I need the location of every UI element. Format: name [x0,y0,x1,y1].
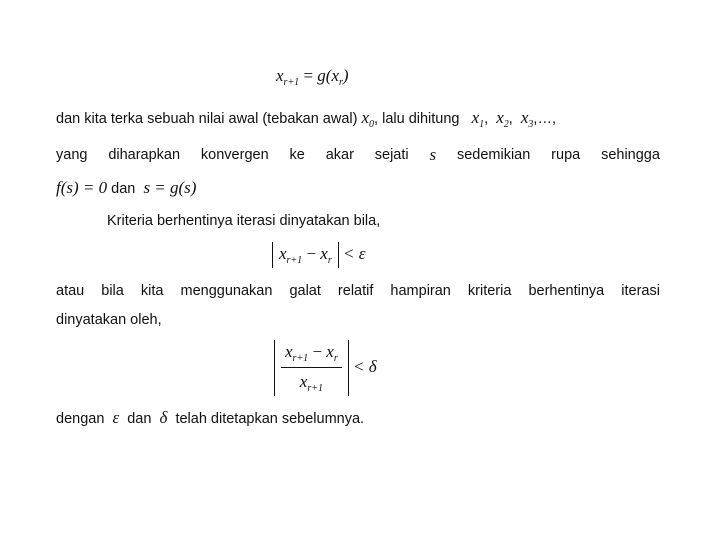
x2-symbol: $x_2$ [496,108,509,130]
x0-symbol: $x_0$ [361,108,375,130]
word: sejati [374,147,409,163]
line-predetermined [56,408,364,428]
predetermined-text: telah ditetapkan sebelumnya. [175,411,365,427]
epsilon-inequality: < ε [342,243,366,263]
abs-value: $x_{r+1} - x_r$ [272,242,339,268]
absolute-error-criterion [272,242,365,268]
stated-by-text: dinyatakan oleh, [56,312,162,328]
epsilon-symbol: ε [112,408,120,427]
word: bila [101,283,124,299]
word: kriteria [467,283,512,299]
word: hampiran [390,283,451,299]
word: sedemikian [456,147,531,163]
word: konvergen [200,147,269,163]
s-equals-g-s: s = g(s) [143,178,197,197]
fraction [281,342,342,394]
word: iterasi [621,283,660,299]
dan-text: dan [111,181,136,197]
iteration-equation: $x_{r+1} = g(x_r)$ [276,66,349,88]
word: menggunakan [180,283,273,299]
word: rupa [551,147,581,163]
word: sehingga [601,147,660,163]
line-relative-error [56,283,660,299]
delta-symbol: δ [159,408,168,427]
dengan-text: dengan [56,411,105,427]
word: diharapkan [108,147,181,163]
abs-value-fraction [274,340,349,396]
line-fixed-point [56,178,196,198]
word: atau [56,283,85,299]
word: yang [56,147,88,163]
word: galat [289,283,321,299]
x3-symbol: $x_3$ [520,108,534,130]
criterion-intro: Kriteria berhentinya iterasi dinyatakan bila, [107,213,381,229]
computed-text: , lalu dihitung [374,111,460,127]
s-symbol: s [429,145,437,164]
line-initial-guess: dan kita terka sebuah nilai awal (tebakan awal) $x_0$, lalu dihitung $x_1$, $x_2$, $x_3,\dots$, [56,108,556,130]
delta-inequality: < δ [352,356,377,376]
ellipsis: ,…, [533,111,556,127]
denominator: $x_{r+1}$ [299,372,323,394]
line-convergence [56,147,660,165]
word: akar [325,147,354,163]
word: ke [289,147,305,163]
initial-guess-text: dan kita terka sebuah nilai awal (tebakan awal) [56,111,358,127]
dan-text: dan [127,411,152,427]
f-s-equation: f(s) = 0 [56,178,108,197]
x1-symbol: $x_1$ [471,108,485,130]
word: relatif [337,283,374,299]
word: kita [140,283,164,299]
relative-error-criterion [274,340,377,396]
word: berhentinya [528,283,605,299]
numerator: $x_{r+1} - x_r$ [281,342,342,368]
